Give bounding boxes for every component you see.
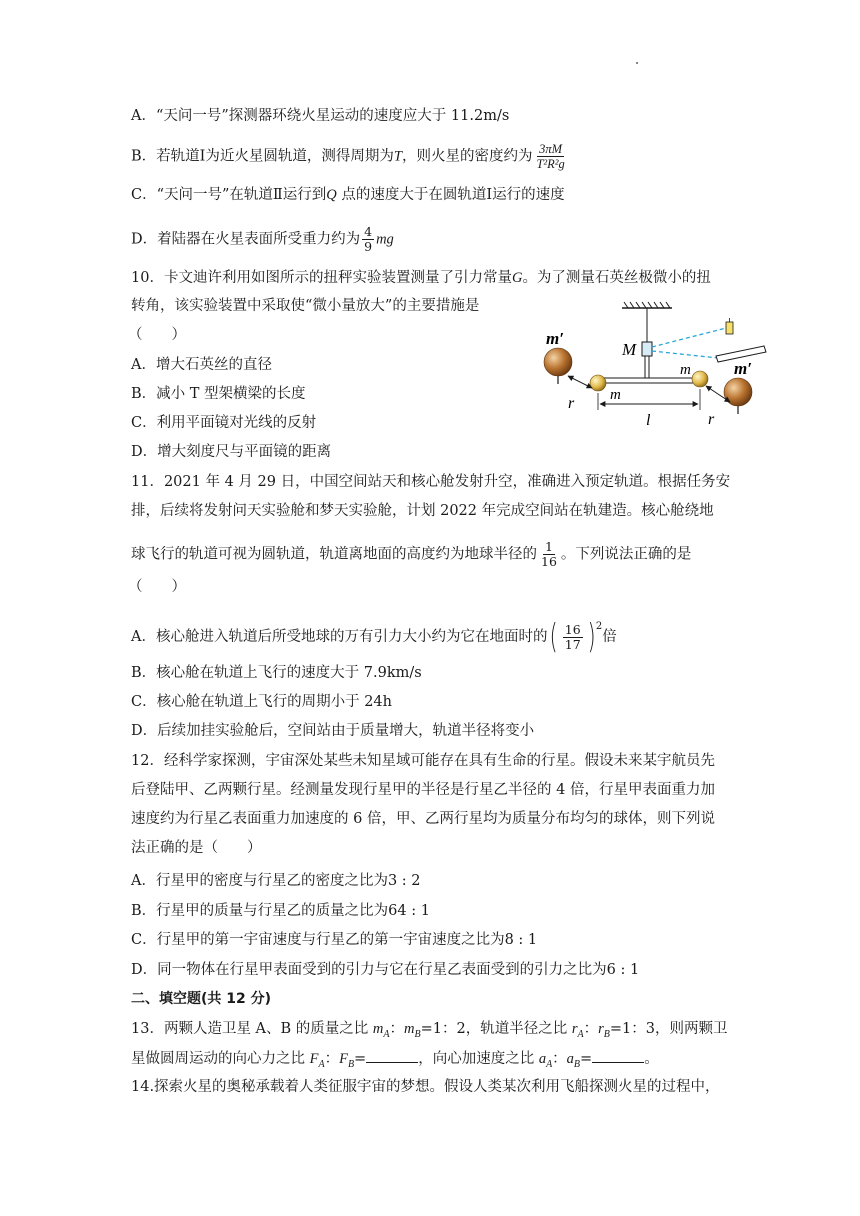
q9-option-d-fraction bbox=[362, 225, 374, 254]
label-r-left: r bbox=[568, 395, 575, 412]
q10-line1-G: G bbox=[511, 270, 523, 286]
q11-line3-fraction bbox=[539, 540, 559, 569]
q13-l2-m: B bbox=[573, 1058, 581, 1070]
q10-stem-line2: 转角，该实验装置中采取使“微小量放大”的主要措施是 bbox=[131, 298, 480, 314]
q11-line3-pre: 球飞行的轨道可视为圆轨道，轨道离地面的高度约为地球半径的 bbox=[131, 546, 537, 563]
label-l: l bbox=[646, 412, 651, 429]
q13-l2-i: a bbox=[538, 1051, 547, 1067]
q11-answer-paren: （ ） bbox=[128, 579, 186, 595]
large-sphere-right bbox=[724, 378, 752, 406]
q14-stem-line1: 14.探索火星的奥秘承载着人类征服宇宙的梦想。假设人类某次利用飞船探测火星的过程中， bbox=[131, 1079, 720, 1095]
q13-l2-b: F bbox=[309, 1051, 319, 1067]
q12-stem-line2: 后登陆甲、乙两颗行星。经测量发现行星甲的半径是行星乙半径的 4 倍，行星甲表面重力加 bbox=[131, 782, 715, 798]
q12-option-a: A．行星甲的密度与行星乙的密度之比为3 : 2 bbox=[131, 873, 421, 889]
q13-l2-o: 。 bbox=[644, 1051, 659, 1067]
q13-stem-line1 bbox=[131, 1019, 727, 1045]
q10-line1-post: 。为了测量石英丝极微小的扭 bbox=[522, 270, 711, 286]
q10-option-c: C．利用平面镜对光线的反射 bbox=[131, 415, 317, 431]
page-mark bbox=[636, 62, 638, 64]
q12-stem-line3: 速度约为行星乙表面重力加速度的 6 倍，甲、乙两行星均为质量分布均匀的球体，则下列说 bbox=[131, 811, 715, 827]
label-mprime-left: m′ bbox=[546, 329, 565, 348]
q13-l2-g: = bbox=[354, 1051, 367, 1067]
q11-option-a-power: ( $\frac{16}{17}$ ) $^2$ bbox=[550, 617, 603, 657]
q9-option-d bbox=[131, 225, 394, 254]
q13-l2-j: A bbox=[546, 1058, 553, 1070]
section-title-fill-in: 二、填空题(共 12 分) bbox=[131, 991, 272, 1007]
q13-l1-f: B bbox=[414, 1028, 421, 1040]
q9-option-b-T: T bbox=[393, 148, 402, 165]
q9-option-b-denominator: T²R²g bbox=[536, 157, 565, 171]
q11-line3-post: 。下列说法正确的是 bbox=[560, 546, 692, 563]
label-m-left: m bbox=[610, 387, 621, 403]
q10-answer-paren: （ ） bbox=[128, 327, 186, 343]
q13-stem-line2 bbox=[131, 1048, 659, 1075]
q9-option-a: A．“天问一号”探测器环绕火星运动的速度应大于 11.2m/s bbox=[131, 108, 510, 124]
q9-option-b-fraction bbox=[534, 142, 566, 171]
distance-r-left-arrow bbox=[568, 376, 592, 388]
q11-option-a bbox=[131, 617, 617, 657]
q12-option-c: C．行星甲的第一宇宙速度与行星乙的第一宇宙速度之比为8 : 1 bbox=[131, 932, 538, 948]
label-r-right: r bbox=[708, 411, 715, 428]
q11-line3-numerator: 1 bbox=[544, 539, 553, 554]
q13-l1-a: 13．两颗人造卫星 A、B 的质量之比 bbox=[131, 1021, 373, 1037]
q10-option-d: D．增大刻度尺与平面镜的距离 bbox=[131, 444, 332, 460]
q9-option-c-Q: Q bbox=[326, 187, 337, 203]
q9-option-b-pre: B．若轨道Ⅰ为近火星圆轨道，测得周期为 bbox=[131, 148, 394, 165]
q13-l2-k: ： bbox=[552, 1051, 567, 1067]
q11-option-d: D．后续加挂实验舱后，空间站由于质量增大，轨道半径将变小 bbox=[131, 723, 535, 739]
q9-option-b bbox=[131, 142, 569, 171]
q10-option-b: B．减小 T 型架横梁的长度 bbox=[131, 386, 306, 402]
q13-l1-i: A bbox=[577, 1028, 584, 1040]
q13-l2-f: B bbox=[347, 1058, 355, 1070]
label-mprime-right: m′ bbox=[734, 359, 753, 378]
q11-stem-line1: 11．2021 年 4 月 29 日，中国空间站天和核心舱发射升空，准确进入预定轨道。根据任务安 bbox=[131, 474, 731, 490]
ceiling-support bbox=[622, 302, 672, 308]
q11-option-b: B．核心舱在轨道上飞行的速度大于 7.9km/s bbox=[131, 665, 422, 681]
q13-l1-h: r bbox=[571, 1021, 578, 1037]
q9-option-d-mg: mg bbox=[376, 231, 394, 248]
plane-mirror bbox=[642, 342, 652, 356]
q11-option-a-denominator: 17 bbox=[564, 636, 581, 652]
q13-l2-c: A bbox=[318, 1058, 325, 1070]
label-M: M bbox=[622, 340, 637, 359]
q9-option-c bbox=[131, 185, 565, 205]
q9-option-b-mid: ，则火星的密度约为 bbox=[401, 148, 533, 165]
q11-option-a-post: 倍 bbox=[602, 629, 617, 645]
q13-l1-m: =1：3，则两颗卫 bbox=[609, 1021, 728, 1037]
q12-stem-line1: 12．经科学家探测，宇宙深处某些未知星域可能存在具有生命的行星。假设未来某宇航员先 bbox=[131, 753, 715, 769]
label-m-right: m bbox=[680, 362, 691, 378]
q11-stem-line2: 排，后续将发射问天实验舱和梦天实验舱，计划 2022 年完成空间站在轨建造。核心舱绕地 bbox=[131, 503, 714, 519]
q9-option-d-denominator: 9 bbox=[364, 239, 373, 254]
q11-stem-line3 bbox=[131, 540, 691, 569]
q11-line3-denominator: 16 bbox=[541, 554, 557, 569]
q13-blank-force-ratio[interactable] bbox=[366, 1048, 418, 1063]
q10-line1-pre: 10．卡文迪许利用如图所示的扭秤实验装置测量了引力常量 bbox=[131, 270, 512, 286]
q11-option-c: C．核心舱在轨道上飞行的周期小于 24h bbox=[131, 694, 392, 710]
q13-l1-d: ： bbox=[389, 1021, 404, 1037]
q9-option-d-pre: D．着陆器在火星表面所受重力约为 bbox=[131, 231, 361, 248]
q13-l1-j: ： bbox=[583, 1021, 599, 1037]
q12-option-b: B．行星甲的质量与行星乙的质量之比为64 : 1 bbox=[131, 903, 430, 919]
q12-option-d: D．同一物体在行星甲表面受到的引力与它在行星乙表面受到的引力之比为6 : 1 bbox=[131, 962, 640, 978]
small-sphere-right bbox=[692, 371, 708, 387]
reflected-light-ray bbox=[652, 351, 718, 358]
q9-option-b-numerator: 3πM bbox=[539, 142, 563, 156]
q9-option-c-pre: C．“天问一号”在轨道Ⅱ运行到 bbox=[131, 187, 327, 203]
q13-l1-k: r bbox=[598, 1021, 604, 1037]
q9-option-d-numerator: 4 bbox=[364, 224, 373, 239]
q13-l2-d: ： bbox=[324, 1051, 340, 1067]
q11-option-a-exponent: 2 bbox=[595, 621, 603, 632]
q13-l2-n: = bbox=[580, 1051, 593, 1067]
q13-l1-l: B bbox=[603, 1028, 610, 1040]
small-sphere-left bbox=[590, 375, 606, 391]
q13-l1-b: m bbox=[372, 1021, 384, 1037]
light-source-icon bbox=[726, 318, 733, 334]
q13-l1-c: A bbox=[383, 1028, 390, 1040]
q11-option-a-pre: A．核心舱进入轨道后所受地球的万有引力大小约为它在地面时的 bbox=[131, 629, 548, 645]
torsion-balance-figure bbox=[538, 300, 778, 436]
q10-option-a: A．增大石英丝的直径 bbox=[131, 357, 272, 373]
q9-option-c-post: 点的速度大于在圆轨道Ⅰ运行的速度 bbox=[336, 187, 565, 203]
q10-stem-line1 bbox=[131, 268, 711, 288]
q13-l2-e: F bbox=[339, 1051, 348, 1067]
q13-blank-acceleration-ratio[interactable] bbox=[592, 1048, 644, 1063]
q12-stem-line4: 法正确的是（ ） bbox=[131, 840, 262, 856]
q11-option-a-numerator: 16 bbox=[564, 621, 581, 637]
q13-l1-e: m bbox=[404, 1021, 415, 1037]
large-sphere-left bbox=[544, 348, 572, 376]
q13-l2-a: 星做圆周运动的向心力之比 bbox=[131, 1051, 310, 1067]
incident-light-ray bbox=[652, 328, 726, 347]
q13-l1-g: =1：2，轨道半径之比 bbox=[420, 1021, 572, 1037]
q13-l2-h: ，向心加速度之比 bbox=[418, 1051, 539, 1067]
q13-l2-l: a bbox=[566, 1051, 574, 1067]
t-frame-beam bbox=[598, 378, 700, 383]
